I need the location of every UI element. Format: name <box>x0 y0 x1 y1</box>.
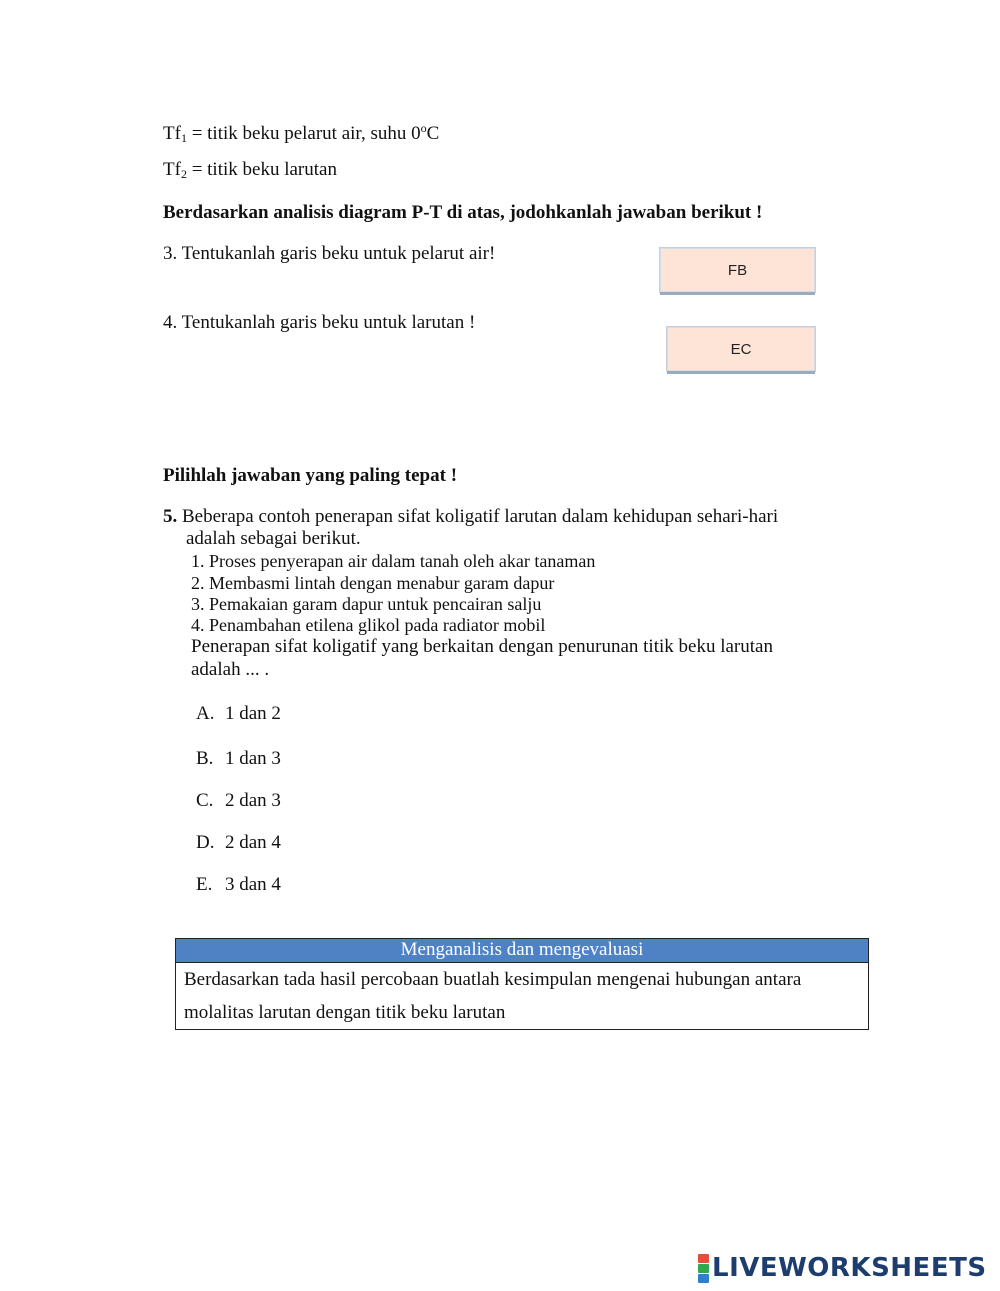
analysis-box-title: Menganalisis dan mengevaluasi <box>176 939 868 963</box>
option-b-letter: B. <box>196 748 214 769</box>
option-b[interactable] <box>196 748 281 770</box>
answer-dropzone-q4[interactable] <box>667 327 815 371</box>
analysis-box <box>175 938 869 1030</box>
list-item: 4. Penambahan etilena glikol pada radiator mobil <box>191 615 546 635</box>
option-e[interactable] <box>196 874 281 896</box>
logo-block-blue <box>698 1274 709 1283</box>
option-e-letter: E. <box>196 874 213 895</box>
liveworksheets-logo-icon <box>698 1254 709 1283</box>
list-item: 1. Proses penyerapan air dalam tanah oleh akar tanaman <box>191 551 596 571</box>
question-3: 3. Tentukanlah garis beku untuk pelarut air! <box>163 243 496 264</box>
definition-tf2: $Tf_2$ = titik beku larutan <box>163 159 337 181</box>
definition-tf1: $Tf_1$ = titik beku pelarut air, suhu 0$^o$C <box>163 121 440 145</box>
liveworksheets-logo-text: LIVEWORKSHEETS <box>712 1253 987 1283</box>
matching-heading: Berdasarkan analisis diagram P-T di atas, jodohkanlah jawaban berikut ! <box>163 202 763 223</box>
analysis-box-line1: Berdasarkan tada hasil percobaan buatlah kesimpulan mengenai hubungan antara <box>184 969 802 990</box>
analysis-box-line2: molalitas larutan dengan titik beku larutan <box>184 1002 506 1023</box>
option-d[interactable] <box>196 832 281 854</box>
list-item: 3. Pemakaian garam dapur untuk pencairan salju <box>191 594 542 614</box>
answer-q4-text: EC <box>730 340 752 358</box>
option-b-text: 1 dan 3 <box>225 748 281 769</box>
liveworksheets-logo <box>698 1253 987 1283</box>
question-5-line2: adalah sebagai berikut. <box>186 528 361 549</box>
answer-dropzone-q3[interactable] <box>660 248 815 292</box>
option-c[interactable] <box>196 790 281 812</box>
question-5-number: 5. <box>163 506 178 527</box>
option-a-letter: A. <box>196 703 215 724</box>
question-4: 4. Tentukanlah garis beku untuk larutan ! <box>163 312 476 333</box>
option-d-letter: D. <box>196 832 215 853</box>
choice-heading: Pilihlah jawaban yang paling tepat ! <box>163 465 458 486</box>
analysis-box-body <box>176 963 868 1029</box>
option-a-text: 1 dan 2 <box>225 703 281 724</box>
option-c-letter: C. <box>196 790 214 811</box>
logo-block-red <box>698 1254 709 1263</box>
question-5-stem-line1: Penerapan sifat koligatif yang berkaitan dengan penurunan titik beku larutan <box>191 636 773 657</box>
option-a[interactable] <box>196 703 281 725</box>
logo-block-green <box>698 1264 709 1273</box>
question-5-line1: 5. Beberapa contoh penerapan sifat koligatif larutan dalam kehidupan sehari-hari <box>163 506 779 527</box>
list-item: 2. Membasmi lintah dengan menabur garam dapur <box>191 573 555 593</box>
option-c-text: 2 dan 3 <box>225 790 281 811</box>
question-5-stem-line2: adalah ... . <box>191 659 270 680</box>
answer-q3-text: FB <box>727 261 748 279</box>
option-d-text: 2 dan 4 <box>225 832 281 853</box>
option-e-text: 3 dan 4 <box>225 874 281 895</box>
